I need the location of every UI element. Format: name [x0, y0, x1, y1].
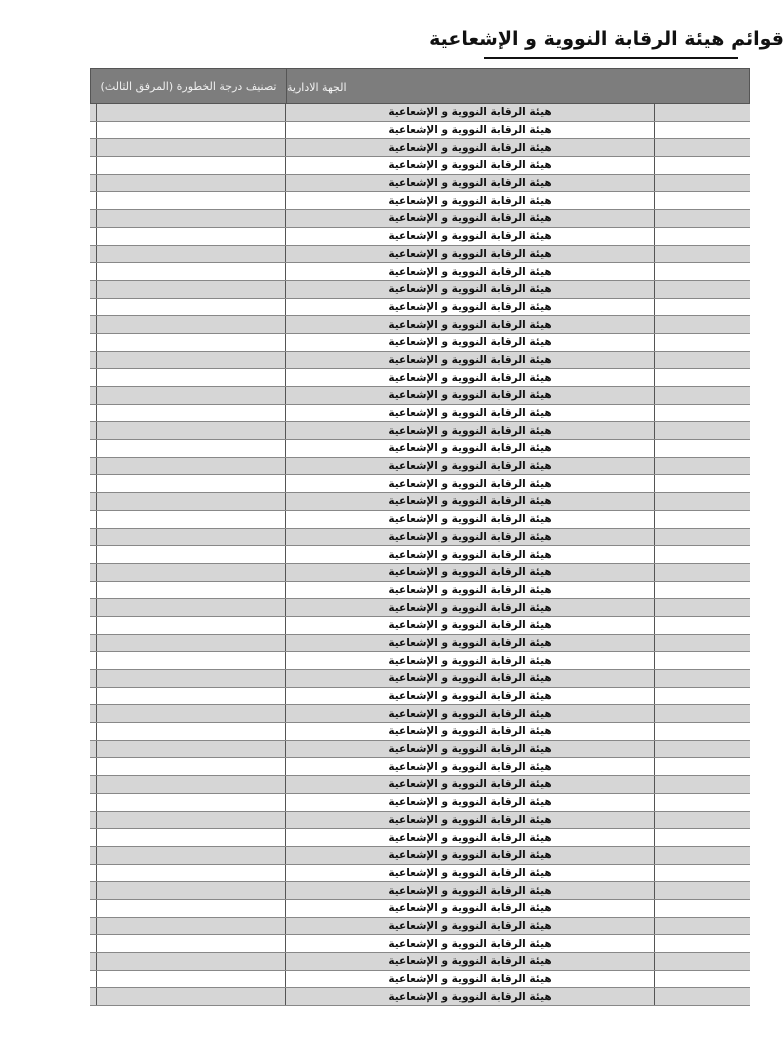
- extra-cell: [654, 971, 750, 988]
- classification-cell: [96, 192, 286, 209]
- table-row: [90, 175, 750, 193]
- extra-cell: [654, 493, 750, 510]
- table-row: [90, 352, 750, 370]
- entity-cell: هيئة الرقابة النووية و الإشعاعية: [388, 778, 552, 791]
- table-row: [90, 652, 750, 670]
- entity-cell: هيئة الرقابة النووية و الإشعاعية: [388, 530, 552, 543]
- classification-cell: [96, 369, 286, 386]
- extra-cell: [654, 210, 750, 227]
- extra-cell: [654, 405, 750, 422]
- classification-cell: [96, 316, 286, 333]
- extra-cell: [654, 812, 750, 829]
- entity-cell: هيئة الرقابة النووية و الإشعاعية: [388, 442, 552, 455]
- entity-cell: هيئة الرقابة النووية و الإشعاعية: [388, 973, 552, 986]
- classification-cell: [96, 776, 286, 793]
- extra-cell: [654, 635, 750, 652]
- table-row: [90, 705, 750, 723]
- classification-cell: [96, 794, 286, 811]
- extra-cell: [654, 723, 750, 740]
- extra-cell: [654, 918, 750, 935]
- entity-cell: هيئة الرقابة النووية و الإشعاعية: [388, 796, 552, 809]
- classification-cell: [96, 157, 286, 174]
- table-row: [90, 228, 750, 246]
- table-row: [90, 122, 750, 140]
- table-row: [90, 635, 750, 653]
- entity-cell: هيئة الرقابة النووية و الإشعاعية: [388, 813, 552, 826]
- table-row: [90, 794, 750, 812]
- entity-cell: هيئة الرقابة النووية و الإشعاعية: [388, 955, 552, 968]
- entity-cell: هيئة الرقابة النووية و الإشعاعية: [388, 177, 552, 190]
- page-title: قوائم هيئة الرقابة النووية و الإشعاعية: [429, 28, 784, 50]
- classification-cell: [96, 440, 286, 457]
- entity-cell: هيئة الرقابة النووية و الإشعاعية: [388, 849, 552, 862]
- extra-cell: [654, 334, 750, 351]
- entity-cell: هيئة الرقابة النووية و الإشعاعية: [388, 371, 552, 384]
- entity-cell: هيئة الرقابة النووية و الإشعاعية: [388, 672, 552, 685]
- extra-cell: [654, 458, 750, 475]
- extra-cell: [654, 104, 750, 121]
- table-row: [90, 210, 750, 228]
- table-row: [90, 316, 750, 334]
- table-row: [90, 688, 750, 706]
- entity-cell: هيئة الرقابة النووية و الإشعاعية: [388, 265, 552, 278]
- table-row: [90, 564, 750, 582]
- classification-cell: [96, 104, 286, 121]
- extra-cell: [654, 935, 750, 952]
- classification-cell: [96, 812, 286, 829]
- entity-cell: هيئة الرقابة النووية و الإشعاعية: [388, 124, 552, 137]
- entity-cell: هيئة الرقابة النووية و الإشعاعية: [388, 141, 552, 154]
- table-row: [90, 104, 750, 122]
- extra-cell: [654, 529, 750, 546]
- classification-cell: [96, 741, 286, 758]
- entity-cell: هيئة الرقابة النووية و الإشعاعية: [388, 194, 552, 207]
- table-row: [90, 458, 750, 476]
- extra-cell: [654, 192, 750, 209]
- extra-cell: [654, 369, 750, 386]
- extra-cell: [654, 652, 750, 669]
- table-row: [90, 971, 750, 989]
- entity-cell: هيئة الرقابة النووية و الإشعاعية: [388, 460, 552, 473]
- table-row: [90, 475, 750, 493]
- extra-cell: [654, 599, 750, 616]
- classification-cell: [96, 529, 286, 546]
- table-row: [90, 281, 750, 299]
- table-row: [90, 865, 750, 883]
- extra-cell: [654, 246, 750, 263]
- extra-cell: [654, 900, 750, 917]
- table-row: [90, 758, 750, 776]
- table-row: [90, 900, 750, 918]
- classification-cell: [96, 652, 286, 669]
- table-row: [90, 988, 750, 1006]
- entity-cell: هيئة الرقابة النووية و الإشعاعية: [388, 247, 552, 260]
- extra-cell: [654, 688, 750, 705]
- table-row: [90, 369, 750, 387]
- classification-cell: [96, 847, 286, 864]
- header-entity: الجهة الادارية: [287, 80, 347, 94]
- extra-cell: [654, 175, 750, 192]
- table-row: [90, 582, 750, 600]
- classification-cell: [96, 405, 286, 422]
- extra-cell: [654, 157, 750, 174]
- table-row: [90, 670, 750, 688]
- table-row: [90, 263, 750, 281]
- entity-cell: هيئة الرقابة النووية و الإشعاعية: [388, 336, 552, 349]
- entity-cell: هيئة الرقابة النووية و الإشعاعية: [388, 566, 552, 579]
- extra-cell: [654, 263, 750, 280]
- table-row: [90, 422, 750, 440]
- extra-cell: [654, 281, 750, 298]
- extra-cell: [654, 741, 750, 758]
- extra-cell: [654, 564, 750, 581]
- classification-cell: [96, 582, 286, 599]
- entity-cell: هيئة الرقابة النووية و الإشعاعية: [388, 300, 552, 313]
- entity-cell: هيئة الرقابة النووية و الإشعاعية: [388, 283, 552, 296]
- entity-cell: هيئة الرقابة النووية و الإشعاعية: [388, 636, 552, 649]
- classification-cell: [96, 865, 286, 882]
- entity-cell: هيئة الرقابة النووية و الإشعاعية: [388, 990, 552, 1003]
- table-header: [90, 68, 750, 104]
- entity-cell: هيئة الرقابة النووية و الإشعاعية: [388, 902, 552, 915]
- extra-cell: [654, 794, 750, 811]
- extra-cell: [654, 475, 750, 492]
- classification-cell: [96, 246, 286, 263]
- table-row: [90, 599, 750, 617]
- entity-cell: هيئة الرقابة النووية و الإشعاعية: [388, 212, 552, 225]
- entity-cell: هيئة الرقابة النووية و الإشعاعية: [388, 548, 552, 561]
- extra-cell: [654, 776, 750, 793]
- classification-cell: [96, 546, 286, 563]
- extra-cell: [654, 546, 750, 563]
- entity-cell: هيئة الرقابة النووية و الإشعاعية: [388, 760, 552, 773]
- classification-cell: [96, 935, 286, 952]
- entity-cell: هيئة الرقابة النووية و الإشعاعية: [388, 690, 552, 703]
- extra-cell: [654, 953, 750, 970]
- classification-cell: [96, 882, 286, 899]
- classification-cell: [96, 988, 286, 1005]
- entity-cell: هيئة الرقابة النووية و الإشعاعية: [388, 707, 552, 720]
- extra-cell: [654, 865, 750, 882]
- classification-cell: [96, 334, 286, 351]
- entity-cell: هيئة الرقابة النووية و الإشعاعية: [388, 230, 552, 243]
- classification-cell: [96, 475, 286, 492]
- classification-cell: [96, 635, 286, 652]
- table-row: [90, 493, 750, 511]
- extra-cell: [654, 139, 750, 156]
- entity-cell: هيئة الرقابة النووية و الإشعاعية: [388, 583, 552, 596]
- classification-cell: [96, 281, 286, 298]
- risk-table: [90, 68, 750, 1006]
- table-body: [90, 104, 750, 1006]
- table-row: [90, 882, 750, 900]
- classification-cell: [96, 918, 286, 935]
- entity-cell: هيئة الرقابة النووية و الإشعاعية: [388, 353, 552, 366]
- title-underline: [484, 57, 738, 59]
- classification-cell: [96, 599, 286, 616]
- classification-cell: [96, 564, 286, 581]
- extra-cell: [654, 988, 750, 1005]
- classification-cell: [96, 352, 286, 369]
- table-row: [90, 334, 750, 352]
- classification-cell: [96, 688, 286, 705]
- extra-cell: [654, 511, 750, 528]
- table-row: [90, 139, 750, 157]
- classification-cell: [96, 228, 286, 245]
- extra-cell: [654, 670, 750, 687]
- entity-cell: هيئة الرقابة النووية و الإشعاعية: [388, 884, 552, 897]
- table-row: [90, 741, 750, 759]
- classification-cell: [96, 829, 286, 846]
- extra-cell: [654, 829, 750, 846]
- table-row: [90, 617, 750, 635]
- extra-cell: [654, 882, 750, 899]
- classification-cell: [96, 493, 286, 510]
- entity-cell: هيئة الرقابة النووية و الإشعاعية: [388, 725, 552, 738]
- entity-cell: هيئة الرقابة النووية و الإشعاعية: [388, 831, 552, 844]
- table-row: [90, 776, 750, 794]
- entity-cell: هيئة الرقابة النووية و الإشعاعية: [388, 407, 552, 420]
- extra-cell: [654, 387, 750, 404]
- extra-cell: [654, 422, 750, 439]
- table-row: [90, 440, 750, 458]
- extra-cell: [654, 847, 750, 864]
- table-row: [90, 405, 750, 423]
- entity-cell: هيئة الرقابة النووية و الإشعاعية: [388, 919, 552, 932]
- extra-cell: [654, 582, 750, 599]
- classification-cell: [96, 511, 286, 528]
- table-row: [90, 935, 750, 953]
- table-row: [90, 812, 750, 830]
- table-row: [90, 246, 750, 264]
- entity-cell: هيئة الرقابة النووية و الإشعاعية: [388, 513, 552, 526]
- entity-cell: هيئة الرقابة النووية و الإشعاعية: [388, 495, 552, 508]
- header-classification: تصنيف درجة الخطورة (المرفق الثالث): [91, 69, 287, 105]
- classification-cell: [96, 900, 286, 917]
- extra-cell: [654, 122, 750, 139]
- entity-cell: هيئة الرقابة النووية و الإشعاعية: [388, 654, 552, 667]
- table-row: [90, 529, 750, 547]
- extra-cell: [654, 352, 750, 369]
- table-row: [90, 723, 750, 741]
- classification-cell: [96, 175, 286, 192]
- classification-cell: [96, 705, 286, 722]
- classification-cell: [96, 953, 286, 970]
- entity-cell: هيئة الرقابة النووية و الإشعاعية: [388, 866, 552, 879]
- extra-cell: [654, 705, 750, 722]
- classification-cell: [96, 458, 286, 475]
- extra-cell: [654, 228, 750, 245]
- entity-cell: هيئة الرقابة النووية و الإشعاعية: [388, 743, 552, 756]
- extra-cell: [654, 440, 750, 457]
- table-row: [90, 157, 750, 175]
- table-row: [90, 847, 750, 865]
- classification-cell: [96, 971, 286, 988]
- table-row: [90, 299, 750, 317]
- table-row: [90, 953, 750, 971]
- classification-cell: [96, 139, 286, 156]
- table-row: [90, 387, 750, 405]
- table-row: [90, 511, 750, 529]
- classification-cell: [96, 422, 286, 439]
- classification-cell: [96, 758, 286, 775]
- entity-cell: هيئة الرقابة النووية و الإشعاعية: [388, 477, 552, 490]
- classification-cell: [96, 122, 286, 139]
- table-row: [90, 546, 750, 564]
- entity-cell: هيئة الرقابة النووية و الإشعاعية: [388, 159, 552, 172]
- classification-cell: [96, 387, 286, 404]
- table-row: [90, 829, 750, 847]
- table-row: [90, 918, 750, 936]
- classification-cell: [96, 299, 286, 316]
- entity-cell: هيئة الرقابة النووية و الإشعاعية: [388, 937, 552, 950]
- extra-cell: [654, 758, 750, 775]
- classification-cell: [96, 617, 286, 634]
- entity-cell: هيئة الرقابة النووية و الإشعاعية: [388, 318, 552, 331]
- classification-cell: [96, 263, 286, 280]
- entity-cell: هيئة الرقابة النووية و الإشعاعية: [388, 106, 552, 119]
- entity-cell: هيئة الرقابة النووية و الإشعاعية: [388, 601, 552, 614]
- extra-cell: [654, 617, 750, 634]
- entity-cell: هيئة الرقابة النووية و الإشعاعية: [388, 389, 552, 402]
- classification-cell: [96, 210, 286, 227]
- entity-cell: هيئة الرقابة النووية و الإشعاعية: [388, 424, 552, 437]
- classification-cell: [96, 670, 286, 687]
- table-row: [90, 192, 750, 210]
- classification-cell: [96, 723, 286, 740]
- extra-cell: [654, 316, 750, 333]
- entity-cell: هيئة الرقابة النووية و الإشعاعية: [388, 619, 552, 632]
- extra-cell: [654, 299, 750, 316]
